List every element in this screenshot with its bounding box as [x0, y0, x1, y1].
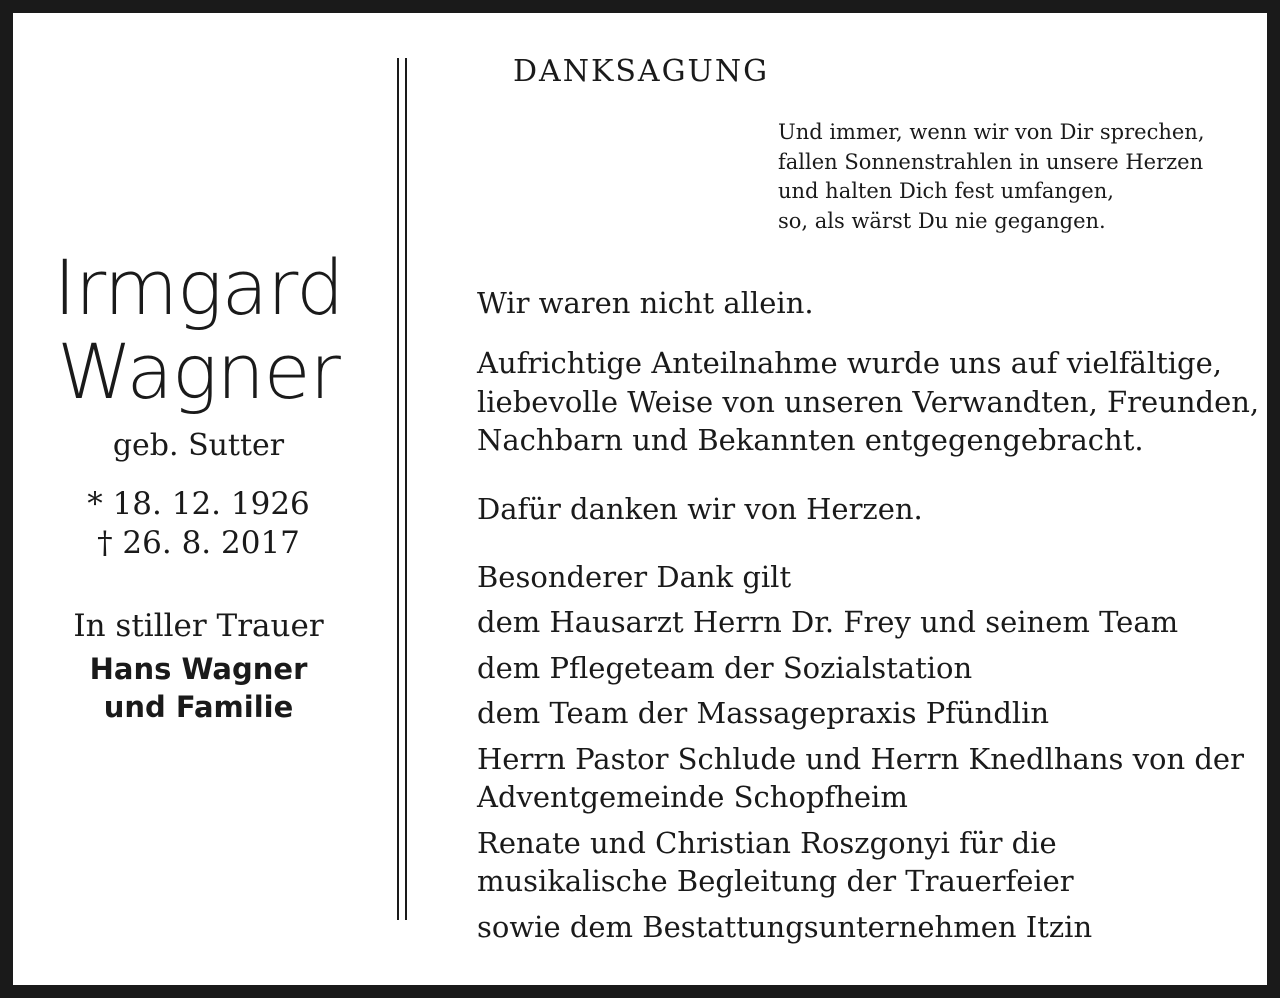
notice-heading: DANKSAGUNG [513, 54, 770, 89]
poem-line: so, als wärst Du nie gegangen. [778, 208, 1106, 233]
mourner-name: Hans Wagner [89, 652, 308, 686]
mourner-family: und Familie [103, 690, 294, 724]
list-item-line: Herrn Pastor Schlude und Herrn Knedlhans von der [477, 741, 1244, 776]
list-item-line: dem Hausarzt Herrn Dr. Frey und seinem Team [477, 605, 1179, 639]
thanks-sentence: Dafür danken wir von Herzen. [477, 492, 923, 526]
poem-line: und halten Dich fest umfangen, [778, 179, 1114, 203]
special-thanks-heading: Besonderer Dank gilt [477, 560, 792, 594]
condolence-paragraph [477, 344, 1260, 460]
last-name: Wagner [57, 327, 340, 416]
list-item [477, 740, 1244, 817]
poem-line: Und immer, wenn wir von Dir sprechen, [778, 120, 1205, 144]
mourning-intro: In stiller Trauer [73, 608, 324, 644]
list-item-line: Adventgemeinde Schopfheim [477, 780, 908, 814]
first-name: Irmgard [53, 243, 344, 332]
intro-sentence: Wir waren nicht allein. [477, 286, 814, 320]
list-item-line: musikalische Begleitung der Trauerfeier [477, 864, 1074, 898]
list-item [477, 603, 1237, 642]
list-item [477, 694, 1237, 733]
list-item [477, 908, 1237, 947]
list-item-line: dem Pflegeteam der Sozialstation [477, 650, 973, 685]
list-item [477, 824, 1237, 901]
list-item-line: Renate und Christian Roszgonyi für die [477, 825, 1057, 860]
paragraph-line: liebevolle Weise von unseren Verwandten, Freunden, [477, 384, 1260, 419]
list-item-line: sowie dem Bestattungsunternehmen Itzin [477, 909, 1093, 944]
paragraph-line: Nachbarn und Bekannten entgegengebracht. [477, 423, 1144, 457]
poem [778, 118, 1248, 236]
list-item [477, 649, 1237, 688]
maiden-name: geb. Sutter [112, 428, 285, 463]
column-divider-right [405, 58, 407, 920]
list-item-line: dem Team der Massagepraxis Pfündlin [477, 696, 1050, 730]
death-date: † 26. 8. 2017 [97, 525, 300, 561]
birth-date: * 18. 12. 1926 [87, 486, 310, 522]
thanks-list [477, 603, 1244, 953]
column-divider-left [397, 58, 399, 920]
poem-line: fallen Sonnenstrahlen in unsere Herzen [778, 149, 1204, 174]
paragraph-line: Aufrichtige Anteilnahme wurde uns auf vielfältige, [477, 346, 1222, 380]
